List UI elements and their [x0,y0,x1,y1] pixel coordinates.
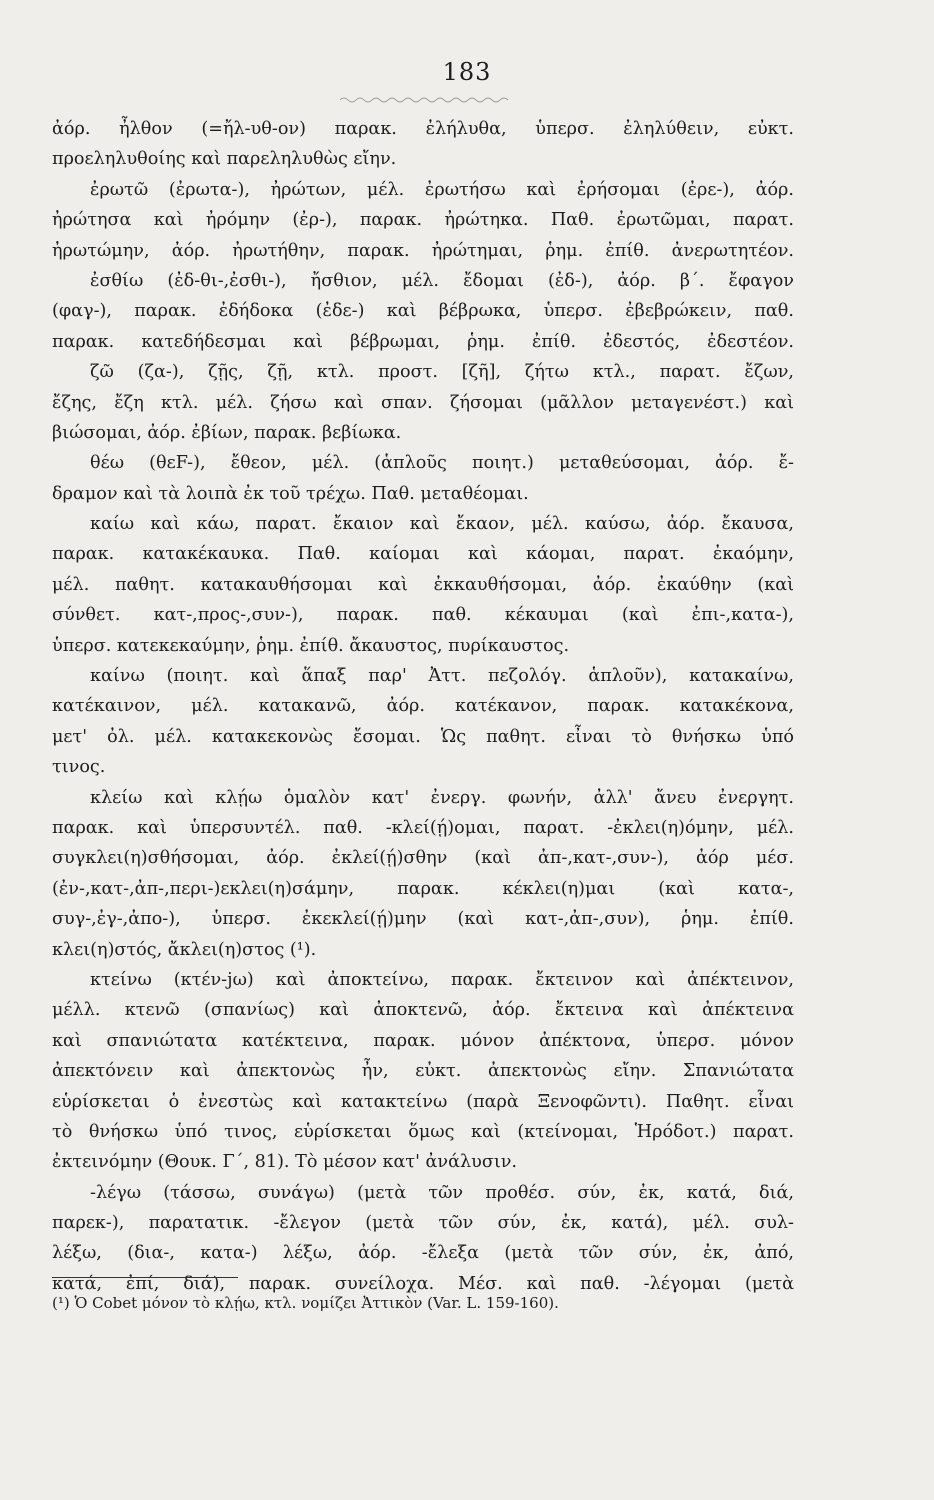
text-line: ἐσθίω (ἐδ-θι-,ἐσθι-), ἤσθιον, μέλ. ἔδομαι (ἐδ-), ἀόρ. β΄. ἔφαγον [90,270,794,291]
text-line: -λέγω (τάσσω, συνάγω) (μετὰ τῶν προθέσ. σύν, ἐκ, κατά, διά, [90,1182,794,1203]
text-line: ἐρωτῶ (ἐρωτα-), ἠρώτων, μέλ. ἐρωτήσω καὶ ἐρήσομαι (ἐρε-), ἀόρ. [90,179,794,200]
text-line: κατέκαινον, μέλ. κατακανῶ, ἀόρ. κατέκανον, παρακ. κατακέκονα, [52,696,794,717]
text-line: κλείω καὶ κλῄω ὁμαλὸν κατ' ἐνεργ. φωνήν, ἀλλ' ἄνευ ἐνεργητ. [90,787,794,808]
text-line: δραμον καὶ τὰ λοιπὰ ἐκ τοῦ τρέχω. Παθ. μεταθέομαι. [52,483,529,504]
text-line: κατά, ἐπί, διά), παρακ. συνείλοχα. Μέσ. καὶ παθ. -λέγομαι (μετὰ [52,1273,794,1294]
text-line: ἠρώτησα καὶ ἠρόμην (ἐρ-), παρακ. ἠρώτηκα. Παθ. ἐρωτῶμαι, παρατ. [52,210,794,231]
text-line: καὶ σπανιώτατα κατέκτεινα, παρακ. μόνον ἀπέκτονα, ὑπερσ. μόνον [52,1030,794,1051]
text-line: καίω καὶ κάω, παρατ. ἔκαιον καὶ ἔκαον, μέλ. καύσω, ἀόρ. ἔκαυσα, [90,514,794,535]
text-line: κτείνω (κτέν-jω) καὶ ἀποκτείνω, παρακ. ἔκτεινον καὶ ἀπέκτεινον, [90,969,794,990]
text-line: θέω (θεF-), ἔθεον, μέλ. (ἁπλοῦς ποιητ.) μεταθεύσομαι, ἀόρ. ἔ- [90,453,794,474]
text-line: παρακ. κατακέκαυκα. Παθ. καίομαι καὶ κάομαι, παρατ. ἐκαόμην, [52,544,794,565]
text-line: προεληλυθοίης καὶ παρεληλυθὼς εἴην. [52,149,397,170]
text-line: ἀπεκτόνειν καὶ ἀπεκτονὼς ἦν, εὐκτ. ἀπεκτονὼς εἴην. Σπανιώτατα [52,1061,794,1082]
footnote-divider [52,1277,238,1278]
text-line: (ἐν-,κατ-,ἀπ-,περι-)εκλει(η)σάμην, παρακ. κέκλει(η)μαι (καὶ κατα-, [52,878,794,899]
text-line: μέλλ. κτενῶ (σπανίως) καὶ ἀποκτενῶ, ἀόρ. ἔκτεινα καὶ ἀπέκτεινα [52,1000,794,1021]
text-line: μέλ. παθητ. κατακαυθήσομαι καὶ ἐκκαυθήσομαι, ἀόρ. ἐκαύθην (καὶ [52,574,794,595]
text-line: τὸ θνήσκω ὑπό τινος, εὑρίσκεται ὅμως καὶ (κτείνομαι, Ἡρόδοτ.) παρατ. [52,1121,794,1142]
text-line: κλει(η)στός, ἄκλει(η)στος (¹). [52,939,317,960]
text-line: εὑρίσκεται ὁ ἐνεστὼς καὶ κατακτείνω (παρὰ Ξενοφῶντι). Παθητ. εἶναι [52,1091,794,1112]
text-line: παρεκ-), παρατατικ. -ἔλεγον (μετὰ τῶν σύν, ἐκ, κατά), μέλ. συλ- [52,1213,794,1234]
text-line: συγκλει(η)σθήσομαι, ἀόρ. ἐκλεί(ῄ)σθην (καὶ ἀπ-,κατ-,συν-), ἀόρ μέσ. [52,848,794,869]
text-line: καίνω (ποιητ. καὶ ἅπαξ παρ' Ἀττ. πεζολόγ. ἁπλοῦν), κατακαίνω, [90,666,794,687]
text-line: (φαγ-), παρακ. ἐδήδοκα (ἐδε-) καὶ βέβρωκα, ὑπερσ. ἐβεβρώκειν, παθ. [52,301,794,322]
text-line: παρακ. κατεδήδεσμαι καὶ βέβρωμαι, ῥημ. ἐπίθ. ἐδεστός, ἐδεστέον. [52,331,794,352]
text-line: παρακ. καὶ ὑπερσυντέλ. παθ. -κλεί(ῄ)ομαι, παρατ. -ἐκλει(η)όμην, μέλ. [52,817,794,838]
text-line: σύνθετ. κατ-,προς-,συν-), παρακ. παθ. κέκαυμαι (καὶ ἐπι-,κατα-), [52,605,794,626]
page-number: 183 [442,58,492,86]
text-line: μετ' ὀλ. μέλ. κατακεκονὼς ἔσομαι. Ὡς παθητ. εἶναι τὸ θνήσκω ὑπό [52,726,794,747]
text-line: ἀόρ. ἦλθον (=ἤλ-υθ-ον) παρακ. ἐλήλυθα, ὑπερσ. ἐληλύθειν, εὐκτ. [52,119,794,139]
text-line: ζῶ (ζα-), ζῇς, ζῇ, κτλ. προστ. [ζῆ], ζήτω κτλ., παρατ. ἔζων, [90,362,794,383]
text-line: ἐκτεινόμην (Θουκ. Γ΄, 81). Τὸ μέσον κατ' ἀνάλυσιν. [52,1152,518,1173]
header-ornament [340,96,510,104]
text-line: ἔζης, ἔζη κτλ. μέλ. ζήσω καὶ σπαν. ζήσομαι (μᾶλλον μεταγενέστ.) καὶ [52,392,794,413]
footnote: (¹) Ὁ Cobet μόνον τὸ κλῄω, κτλ. νομίζει Ἀττικὸν (Var. L. 159-160). [52,1294,559,1312]
body-text [52,114,794,1299]
text-line: λέξω, (δια-, κατα-) λέξω, ἀόρ. -ἔλεξα (μετὰ τῶν σύν, ἐκ, ἀπό, [52,1243,794,1264]
text-line: συγ-,ἐγ-,ἀπο-), ὑπερσ. ἐκεκλεί(ῄ)μην (καὶ κατ-,ἀπ-,συν), ῥημ. ἐπίθ. [52,909,794,930]
text-line: τινος. [52,757,106,778]
text-line: ἠρωτώμην, ἀόρ. ἠρωτήθην, παρακ. ἠρώτημαι, ῥημ. ἐπίθ. ἀνερωτητέον. [52,240,794,261]
text-line: ὑπερσ. κατεκεκαύμην, ῥημ. ἐπίθ. ἄκαυστος, πυρίκαυστος. [52,635,570,656]
text-line: βιώσομαι, ἀόρ. ἐβίων, παρακ. βεβίωκα. [52,422,402,443]
